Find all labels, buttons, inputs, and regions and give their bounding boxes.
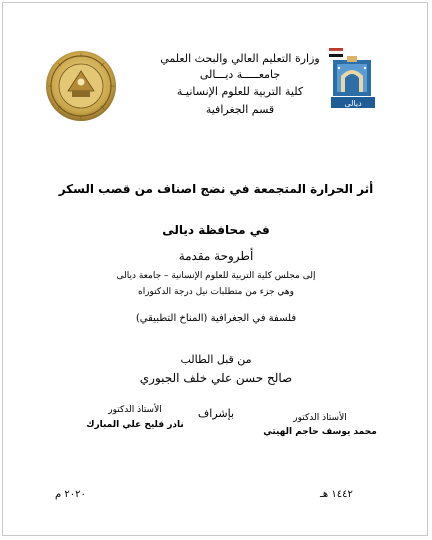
college-seal — [44, 49, 118, 123]
supervision-label: بإشراف — [197, 407, 235, 420]
hijri-date: ١٤٤٢ هـ — [320, 489, 353, 500]
by-student-label: من قبل الطالب — [180, 353, 252, 366]
supervisor-left-title: الأستاذ الدكتور — [108, 405, 162, 415]
degree-field: فلسفة في الجغرافية (المناخ التطبيقي) — [135, 313, 297, 324]
university-logo-icon — [327, 46, 379, 110]
supervisor-right-name: محمد يوسف حاجم الهيتي — [263, 427, 377, 437]
submitted-to: إلى مجلس كلية التربية للعلوم الإنسانية – جامعة ديالى — [116, 271, 316, 281]
university-name: جامعـــــة ديـــالى — [199, 68, 281, 81]
ministry-name: وزارة التعليم العالي والبحث العلمي — [160, 52, 320, 65]
college-seal-icon — [44, 49, 118, 123]
supervisor-left-name: نادر فليح علي المبارك — [86, 420, 184, 430]
supervisor-right-title: الأستاذ الدكتور — [293, 413, 347, 423]
thesis-title: أثر الحرارة المتجمعة في نضج اصناف من قصب السكر — [58, 182, 374, 196]
student-name: صالح حسن علي خلف الجبوري — [139, 371, 293, 385]
degree-requirement: وهي جزء من متطلبات نيل درجة الدكتوراه — [138, 287, 294, 297]
gregorian-date: ٢٠٢٠ م — [55, 489, 86, 500]
university-logo — [327, 46, 379, 110]
thesis-type: أطروحة مقدمة — [178, 249, 254, 263]
college-name: كلية التربية للعلوم الإنسانيـة — [176, 85, 304, 98]
department-name: قسم الجغرافية — [205, 103, 275, 116]
logo-caption: ديالى — [344, 99, 362, 108]
thesis-title-line2: في محافظة ديالى — [162, 223, 270, 237]
